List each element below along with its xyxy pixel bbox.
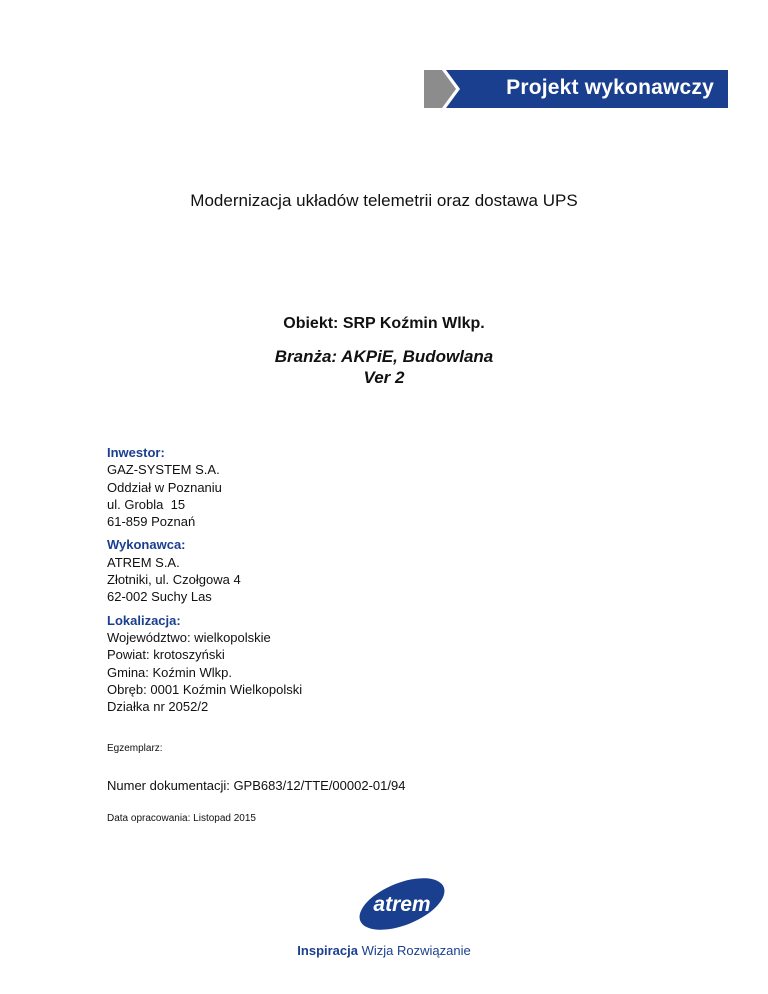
atrem-logo (356, 876, 448, 932)
preparation-date: Data opracowania: Listopad 2015 (107, 813, 256, 824)
tagline (0, 943, 768, 958)
location-line: Województwo: wielkopolskie (107, 629, 271, 645)
contractor-line: 62-002 Suchy Las (107, 589, 212, 605)
tagline-rozwiazanie: Rozwiązanie (397, 943, 471, 958)
investor-section (107, 444, 302, 530)
location-line: Gmina: Koźmin Wlkp. (107, 664, 232, 680)
investor-line: GAZ-SYSTEM S.A. (107, 462, 220, 478)
location-heading: Lokalizacja: (107, 612, 181, 628)
investor-heading: Inwestor: (107, 445, 165, 460)
version-line: Ver 2 (363, 368, 405, 387)
location-section (107, 612, 302, 716)
location-line: Powiat: krotoszyński (107, 647, 225, 663)
investor-line: ul. Grobla 15 (107, 496, 186, 512)
contractor-line: Złotniki, ul. Czołgowa 4 (107, 572, 241, 588)
tagline-inspiracja: Inspiracja (297, 943, 358, 958)
location-line: Działka nr 2052/2 (107, 699, 209, 715)
investor-line: 61-859 Poznań (107, 514, 196, 530)
banner-title: Projekt wykonawczy (506, 76, 714, 99)
documentation-number: Numer dokumentacji: GPB683/12/TTE/00002-01/94 (107, 778, 406, 793)
info-sections (107, 444, 302, 721)
tagline-wizja: Wizja (361, 943, 394, 958)
branza-block (0, 346, 768, 388)
logo-text: atrem (373, 893, 431, 916)
branza-line: Branża: AKPiE, Budowlana (274, 347, 494, 366)
copy-number-label: Egzemplarz: (107, 743, 163, 754)
location-line: Obręb: 0001 Koźmin Wielkopolski (107, 681, 303, 697)
contractor-line: ATREM S.A. (107, 554, 180, 570)
document-title: Modernizacja układów telemetrii oraz dostawa UPS (190, 191, 578, 210)
document-type-banner (424, 70, 728, 108)
contractor-heading: Wykonawca: (107, 537, 186, 553)
investor-line: Oddział w Poznaniu (107, 479, 222, 495)
object-line: Obiekt: SRP Koźmin Wlkp. (283, 315, 485, 332)
contractor-section (107, 536, 302, 605)
